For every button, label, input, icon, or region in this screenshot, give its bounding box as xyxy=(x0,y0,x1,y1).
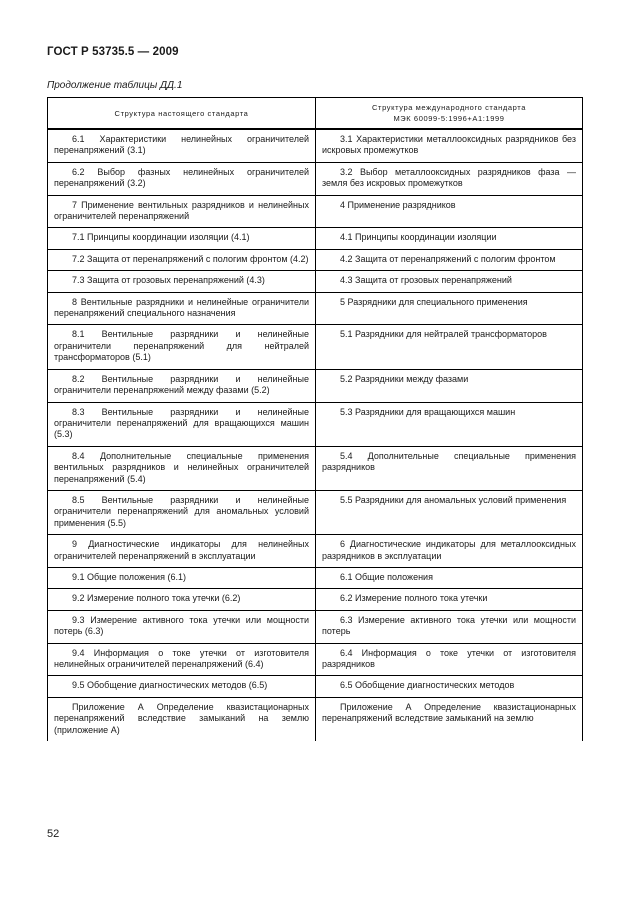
international-standard-section: 3.2 Выбор металлооксидных разрядников фаза — земля без искровых промежутков xyxy=(316,162,583,195)
international-standard-section: 4.3 Защита от грозовых перенапряжений xyxy=(316,271,583,292)
national-standard-section: 8.2 Вентильные разрядники и нелинейные ограничители перенапряжений между фазами (5.2) xyxy=(48,369,316,402)
table-row xyxy=(48,676,583,697)
table-row xyxy=(48,446,583,490)
international-standard-section: 5.4 Дополнительные специальные применения разрядников xyxy=(316,446,583,490)
table-row xyxy=(48,129,583,162)
table-row xyxy=(48,292,583,325)
table-row xyxy=(48,610,583,643)
national-standard-section: 7.2 Защита от перенапряжений с пологим фронтом (4.2) xyxy=(48,249,316,270)
international-standard-section: 6.1 Общие положения xyxy=(316,567,583,588)
national-standard-section: 7.1 Принципы координации изоляции (4.1) xyxy=(48,228,316,249)
international-standard-section: 4.1 Принципы координации изоляции xyxy=(316,228,583,249)
table-row xyxy=(48,535,583,568)
table-row xyxy=(48,271,583,292)
national-standard-section: 8.4 Дополнительные специальные применения вентильных разрядников и нелинейных ограничителей перенапряжений (5.4) xyxy=(48,446,316,490)
table-header-row xyxy=(48,98,583,130)
national-standard-section: 8.3 Вентильные разрядники и нелинейные ограничители перенапряжений для вращающихся машин (5.3) xyxy=(48,402,316,446)
table-row xyxy=(48,697,583,741)
structure-comparison-table xyxy=(47,97,583,741)
national-standard-section: 7.3 Защита от грозовых перенапряжений (4.3) xyxy=(48,271,316,292)
national-standard-section: 6.1 Характеристики нелинейных ограничителей перенапряжений (3.1) xyxy=(48,129,316,162)
table-row xyxy=(48,402,583,446)
table-row xyxy=(48,589,583,610)
table-row xyxy=(48,162,583,195)
table-row xyxy=(48,567,583,588)
international-standard-section: 3.1 Характеристики металлооксидных разрядников без искровых промежутков xyxy=(316,129,583,162)
table-row xyxy=(48,369,583,402)
national-standard-section: 8.1 Вентильные разрядники и нелинейные ограничители перенапряжений для нейтралей трансформаторов (5.1) xyxy=(48,325,316,369)
international-standard-section: Приложение А Определение квазистационарных перенапряжений вследствие замыканий на землю xyxy=(316,697,583,741)
national-standard-section: 7 Применение вентильных разрядников и нелинейных ограничителей перенапряжений xyxy=(48,195,316,228)
national-standard-section: 9.5 Обобщение диагностических методов (6.5) xyxy=(48,676,316,697)
national-standard-section: 9.2 Измерение полного тока утечки (6.2) xyxy=(48,589,316,610)
column-header-international-line1: Структура международного стандарта xyxy=(372,103,526,112)
table-row xyxy=(48,325,583,369)
international-standard-section: 4 Применение разрядников xyxy=(316,195,583,228)
international-standard-section: 6.5 Обобщение диагностических методов xyxy=(316,676,583,697)
international-standard-section: 6.2 Измерение полного тока утечки xyxy=(316,589,583,610)
national-standard-section: 6.2 Выбор фазных нелинейных ограничителей перенапряжений (3.2) xyxy=(48,162,316,195)
national-standard-section: 9 Диагностические индикаторы для нелинейных ограничителей перенапряжений в эксплуатации xyxy=(48,535,316,568)
international-standard-section: 5.2 Разрядники между фазами xyxy=(316,369,583,402)
table-body xyxy=(48,129,583,741)
national-standard-section: 8 Вентильные разрядники и нелинейные ограничители перенапряжений специального назначения xyxy=(48,292,316,325)
international-standard-section: 5.1 Разрядники для нейтралей трансформаторов xyxy=(316,325,583,369)
international-standard-section: 5.5 Разрядники для аномальных условий применения xyxy=(316,490,583,534)
table-row xyxy=(48,249,583,270)
international-standard-section: 4.2 Защита от перенапряжений с пологим фронтом xyxy=(316,249,583,270)
table-row xyxy=(48,490,583,534)
international-standard-section: 6 Диагностические индикаторы для металлооксидных разрядников в эксплуатации xyxy=(316,535,583,568)
table-row xyxy=(48,643,583,676)
national-standard-section: 9.1 Общие положения (6.1) xyxy=(48,567,316,588)
international-standard-section: 6.3 Измерение активного тока утечки или мощности потерь xyxy=(316,610,583,643)
national-standard-section: 9.3 Измерение активного тока утечки или мощности потерь (6.3) xyxy=(48,610,316,643)
international-standard-section: 5 Разрядники для специального применения xyxy=(316,292,583,325)
national-standard-section: 8.5 Вентильные разрядники и нелинейные ограничители перенапряжений для аномальных условий применения (5.5) xyxy=(48,490,316,534)
column-header-international-line2: МЭК 60099-5:1996+А1:1999 xyxy=(393,114,505,123)
international-standard-section: 6.4 Информация о токе утечки от изготовителя разрядников xyxy=(316,643,583,676)
national-standard-section: 9.4 Информация о токе утечки от изготовителя нелинейных ограничителей перенапряжений (6.4) xyxy=(48,643,316,676)
table-caption: Продолжение таблицы ДД.1 xyxy=(47,80,183,91)
column-header-international xyxy=(316,98,583,130)
document-standard-title: ГОСТ Р 53735.5 — 2009 xyxy=(47,46,179,58)
table-row xyxy=(48,228,583,249)
national-standard-section: Приложение А Определение квазистационарных перенапряжений вследствие замыканий на землю (приложение А) xyxy=(48,697,316,741)
column-header-national: Структура настоящего стандарта xyxy=(48,98,316,130)
page-number: 52 xyxy=(47,828,60,840)
table-row xyxy=(48,195,583,228)
international-standard-section: 5.3 Разрядники для вращающихся машин xyxy=(316,402,583,446)
